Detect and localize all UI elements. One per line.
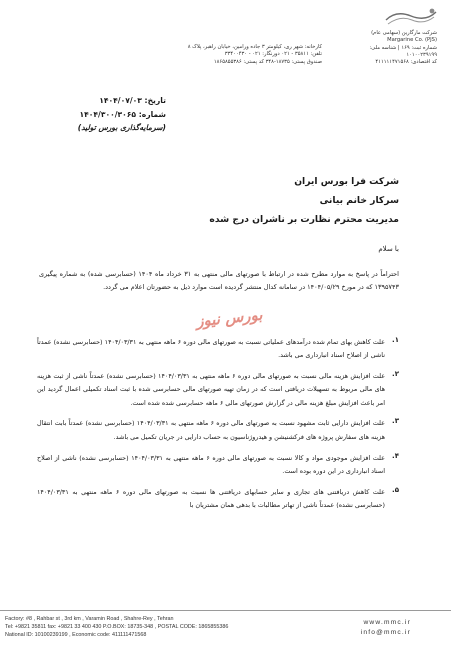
company-economic-code: کد اقتصادی: ۴۱۱۱۱۱۴۷۱۵۶۸ [375, 59, 437, 66]
company-registration: شماره ثبت: ۱۶۹ | شناسه ملی: ۱۰۱۰۰۲۳۹۱۹۹ [369, 44, 437, 58]
po-box-line: صندوق پستی: ۱۸۷۳۵-۳۴۸ کد پستی: ۱۸۶۵۸۵۵۳۸۶ [213, 58, 322, 65]
item-number: ۴. [392, 451, 399, 460]
item-text: علت افزایش دارایی ثابت مشهود نسبت به صورتهای مالی دوره ۶ ماهه منتهی به ۱۴۰۴/۰۳/۳۱ (حسابرسی نشده) عمدتاً بابت انتقال هزینه های سفارش پروژه های فرکشنیشن و هیدروژناسیون به حساب دارایی در جریان تکمیل می باشد. [37, 419, 385, 441]
margarine-logo-icon [384, 6, 438, 28]
list-item [37, 336, 399, 363]
item-text: علت کاهش بهای تمام شده درآمدهای عملیاتی نسبت به صورتهای مالی دوره ۶ ماهه منتهی به ۱۴۰۴/۰۳/۳۱ (حسابرسی نشده) عمدتاً ناشی از اصلاح اسناد انبارداری می باشد. [37, 338, 385, 360]
letter-number: شماره: ۱۴۰۴/۳۰۰/۳۰۶۵ [79, 109, 166, 119]
footer-ids: National ID: 10100239199 , Economic code: 411111471568 [5, 631, 147, 638]
letter-note: (سرمایه‌گذاری بورس تولید) [77, 123, 166, 132]
item-text: علت کاهش دریافتنی های تجاری و سایر حسابهای دریافتنی ها نسبت به صورتهای مالی دوره ۶ ماهه منتهی به ۱۴۰۴/۰۳/۳۱ (حسابرسی نشده) عمدتاً ناشی از تهاتر مطالبات با بدهی همان مشتریان با [37, 487, 385, 509]
item-number: ۵. [392, 485, 399, 494]
footer-email-link[interactable]: info@mmc.ir [360, 629, 411, 636]
company-name-en: Margarine Co. (PJS) [387, 37, 437, 44]
recipient-block [99, 172, 399, 229]
footer-website-link[interactable]: www.mmc.ir [363, 619, 411, 626]
greeting: با سلام [378, 245, 399, 253]
watermark-stamp: بورس نیوز [195, 305, 264, 331]
explanation-list [37, 336, 399, 520]
item-number: ۳. [392, 417, 399, 426]
list-item [37, 486, 399, 513]
list-item [37, 370, 399, 410]
list-item [37, 417, 399, 444]
item-text: علت افزایش هزینه مالی نسبت به صورتهای مالی دوره ۶ ماهه منتهی به ۱۴۰۴/۰۳/۳۱ (حسابرسی نشده) عمدتاً ناشی از ثبت هزینه های مالی مربوط به تسهیلات دریافتی است که در زمان تهیه صورتهای مالی حسابرسی شده با ثبت اسناد تکمیلی اعمال گردید این امر باعث افزایش مبلغ هزینه مالی در گزارش صورتهای مالی ۶ ماهه حسابرسی شده شده است. [37, 372, 386, 407]
recipient-department: مدیریت محترم نظارت بر ناشران درج شده [209, 214, 399, 225]
footer-address [5, 616, 305, 639]
item-number: ۱. [392, 336, 399, 344]
intro-paragraph: احتراماً در پاسخ به موارد مطرح شده در ارتباط با صورتهای مالی منتهی به ۳۱ خرداد ماه ۱۴۰۴ (حسابرسی شده) به شماره پیگیری ۱۳۹۵۷۴۳ که در مورخ ۱۴۰۴/۰۵/۲۹ در سامانه کدال منتشر گردیده است موارد ذیل به حضورتان اعلام می گردد. [39, 270, 399, 292]
company-info [341, 30, 437, 66]
company-address [110, 44, 322, 66]
phone-line: تلفن: ۳۵۸۱۱ - ۰۲۱ دورنگار: ۰۲۱ - ۳۳۴۰۰۴۳۰ [224, 51, 322, 58]
footer-divider [0, 610, 451, 611]
recipient-company: شرکت فرا بورس ایران [294, 176, 399, 187]
footer-web [361, 618, 411, 638]
item-number: ۲. [392, 370, 399, 379]
item-text: علت افزایش موجودی مواد و کالا نسبت به صورتهای مالی دوره ۶ ماهه منتهی به ۱۴۰۴/۰۳/۳۱ (حسابرسی نشده) ناشی از اصلاح اسناد انبارداری در این دوره بوده است. [37, 453, 385, 475]
address-line: کارخانه: شهر ری، کیلومتر ۳ جاده ورامین، خیابان راهبر، پلاک ۸ [187, 44, 322, 50]
footer-contact: Tel: +9821 35811 fax: +9821 33 400 430 P.O.BOX: 18735-348 , POSTAL CODE: 1865855386 [5, 623, 229, 630]
company-name-fa: شرکت مارگارین (سهامی عام) [371, 30, 437, 36]
footer-factory: Factory: #8 , Rahbar st , 3rd km , Varamin Road , Shahre-Rey , Tehran [5, 616, 174, 622]
letter-date: تاریخ: ۱۴۰۴/۰۷/۰۳ [99, 96, 166, 105]
list-item [37, 452, 399, 479]
letter-meta [40, 94, 166, 135]
recipient-person: سرکار خانم بیانی [319, 195, 399, 206]
